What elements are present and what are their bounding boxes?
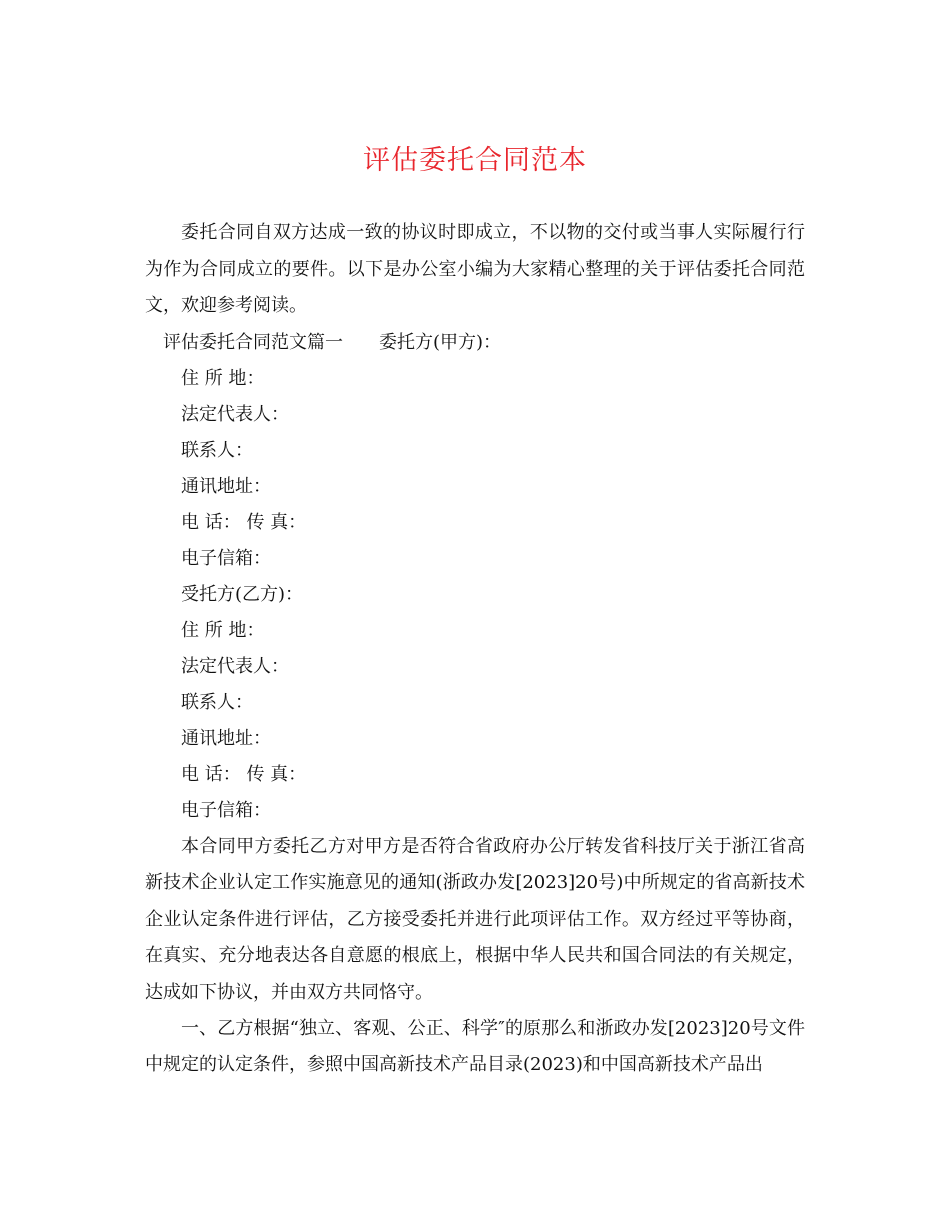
party-b-address-label: 住 所 地： [181, 619, 265, 641]
party-b-mail-address-label: 通讯地址： [181, 727, 271, 749]
party-a-email-label: 电子信箱： [181, 547, 271, 569]
document-body [145, 215, 805, 1083]
party-a-mail-address-label: 通讯地址： [181, 475, 271, 497]
intro-paragraph: 委托合同自双方达成一致的协议时即成立，不以物的交付或当事人实际履行行为作为合同成立的要件。以下是办公室小编为大家精心整理的关于评估委托合同范文，欢迎参考阅读。 [145, 222, 805, 316]
party-b-legal-rep-label: 法定代表人： [181, 655, 289, 677]
party-b-heading: 受托方(乙方)： [181, 583, 304, 605]
party-a-legal-rep-label: 法定代表人： [181, 403, 289, 425]
party-b-phone-fax-label: 电 话： 传 真： [181, 763, 307, 785]
section-title: 评估委托合同范文篇一 [163, 331, 343, 353]
party-a-phone-fax-label: 电 话： 传 真： [181, 511, 307, 533]
party-a-address-label: 住 所 地： [181, 367, 265, 389]
document-title: 评估委托合同范本 [363, 145, 587, 176]
clause-one-paragraph: 一、乙方根据“独立、客观、公正、科学″的原那么和浙政办发[2023]20号文件中规定的认定条件，参照中国高新技术产品目录(2023)和中国高新技术产品出 [145, 1018, 805, 1075]
party-a-fields [145, 361, 805, 577]
party-b-fields [145, 613, 805, 829]
section-heading-line [145, 325, 805, 361]
party-b-email-label: 电子信箱： [181, 799, 271, 821]
main-agreement-paragraph: 本合同甲方委托乙方对甲方是否符合省政府办公厅转发省科技厅关于浙江省高新技术企业认定工作实施意见的通知(浙政办发[2023]20号)中所规定的省高新技术企业认定条件进行评估，乙方接受委托并进行此项评估工作。双方经过平等协商，在真实、充分地表达各自意愿的根底上，根据中华人民共和国合同法的有关规定，达成如下协议，并由双方共同恪守。 [145, 835, 805, 1003]
party-a-heading: 委托方(甲方)： [379, 331, 502, 353]
party-a-contact-label: 联系人： [181, 439, 253, 461]
party-b-contact-label: 联系人： [181, 691, 253, 713]
